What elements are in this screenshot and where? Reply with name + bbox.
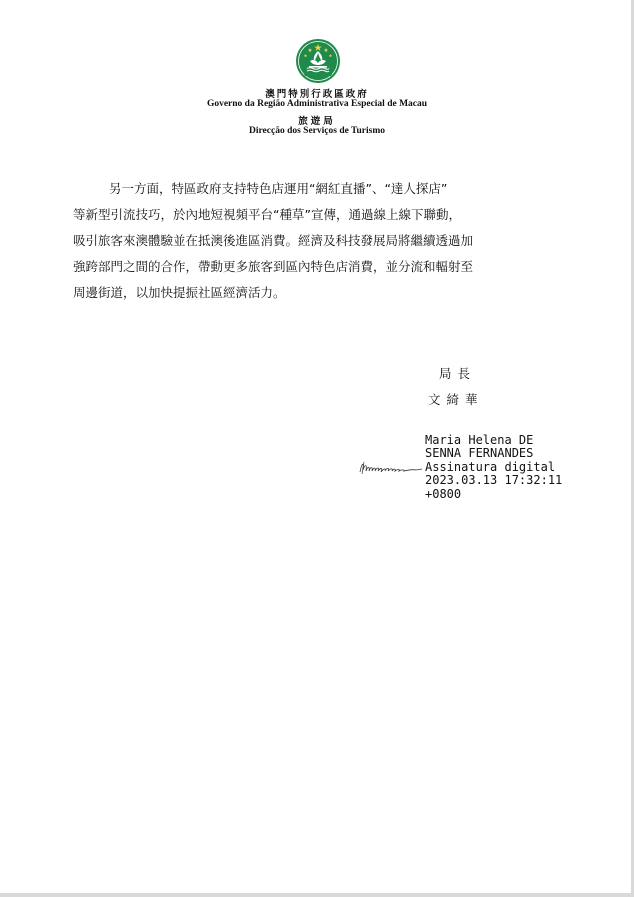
macau-emblem-icon <box>293 37 343 85</box>
digital-signature-block <box>425 434 562 501</box>
handwritten-signature <box>358 458 424 478</box>
department-name-portuguese: Direcção dos Serviços de Turismo <box>249 126 385 136</box>
signatory-title: 局長 <box>439 366 477 381</box>
government-name-chinese: 澳門特別行政區政府 <box>265 90 369 100</box>
digital-signature-line: Maria Helena DE <box>425 433 534 447</box>
digital-signature-line: Assinatura digital <box>425 459 556 474</box>
body-line: 等新型引流技巧，於內地短視頻平台“種草”宣傳，通過線上線下聯動， <box>73 207 461 222</box>
body-line: 吸引旅客來澳體驗並在抵澳後進區消費。經濟及科技發展局將繼續透過加 <box>73 233 474 248</box>
digital-signature-timezone: +0800 <box>425 486 462 501</box>
digital-signature-line: SENNA FERNANDES <box>425 446 534 461</box>
body-line: 另一方面，特區政府支持特色店運用“網紅直播”、“達人探店” <box>109 181 448 196</box>
body-line: 周邊街道，以加快提振社區經濟活力。 <box>73 285 286 300</box>
body-line: 強跨部門之間的合作，帶動更多旅客到區內特色店消費，並分流和輻射至 <box>73 259 474 274</box>
signatory-name: 文綺華 <box>428 392 484 407</box>
page-edge <box>0 893 634 897</box>
department-name-chinese: 旅遊局 <box>298 117 336 127</box>
body-paragraph <box>73 176 573 306</box>
government-name-portuguese: Governo da Região Administrativa Especial de Macau <box>206 99 428 109</box>
digital-signature-timestamp: 2023.03.13 17:32:11 <box>425 473 563 488</box>
